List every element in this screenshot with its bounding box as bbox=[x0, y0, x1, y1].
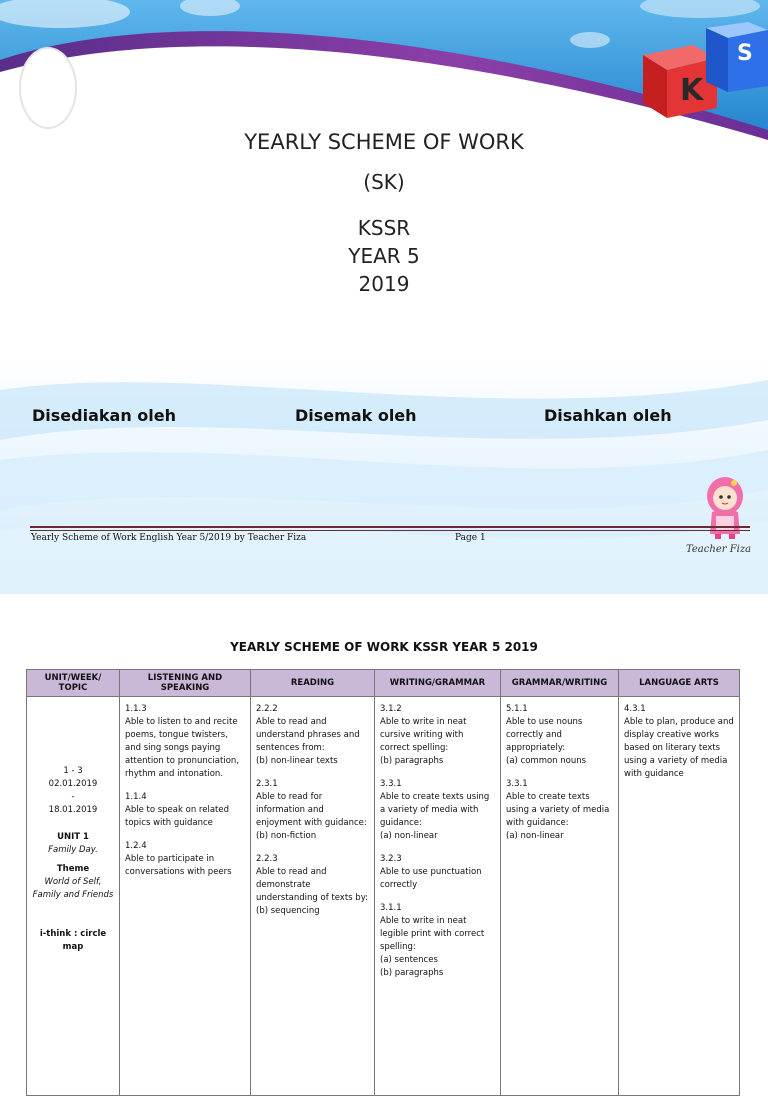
list-item bbox=[380, 853, 495, 892]
standard-code: 2.2.2 bbox=[256, 704, 278, 714]
unit-topic: Family Day. bbox=[48, 845, 98, 855]
standard-subitem: (a) common nouns bbox=[506, 756, 587, 766]
reading-cell bbox=[251, 697, 375, 1096]
cube-letter-s: S bbox=[737, 41, 753, 66]
footer-rule bbox=[30, 526, 750, 528]
footer-credit: Yearly Scheme of Work English Year 5/2019 by Teacher Fiza bbox=[31, 533, 307, 543]
cover-year: YEAR 5 bbox=[348, 244, 420, 268]
standard-code: 5.1.1 bbox=[506, 704, 528, 714]
standard-subitem: (b) paragraphs bbox=[380, 968, 444, 978]
weeks-range: 1 - 3 bbox=[63, 766, 83, 776]
standard-subitem: (b) paragraphs bbox=[380, 756, 444, 766]
standard-subitem: (a) non-linear bbox=[380, 831, 438, 841]
cover-kssr: KSSR bbox=[357, 216, 411, 240]
standard-code: 3.1.2 bbox=[380, 704, 402, 714]
standard-code: 1.1.4 bbox=[125, 792, 147, 802]
ithink-map: i-think : circle map bbox=[39, 929, 107, 952]
unit-cell bbox=[27, 697, 120, 1096]
header-language-arts: LANGUAGE ARTS bbox=[619, 670, 740, 697]
header-banner bbox=[0, 0, 768, 145]
standard-subitem: (a) non-linear bbox=[506, 831, 564, 841]
scheme-table bbox=[26, 669, 740, 1096]
standard-text: Able to listen to and recite poems, tongue twisters, and sing songs paying attention to pronunciation, rhythm and intonation. bbox=[125, 717, 240, 779]
list-item bbox=[506, 703, 613, 768]
standard-subitem: (b) non-linear texts bbox=[256, 756, 338, 766]
list-item bbox=[256, 853, 369, 918]
cover-title-line2: (SK) bbox=[363, 170, 405, 194]
standard-code: 3.3.1 bbox=[380, 779, 402, 789]
footer-rule-thin bbox=[30, 530, 750, 531]
header-writing-grammar: WRITING/GRAMMAR bbox=[375, 670, 501, 697]
standard-subitem: (a) sentences bbox=[380, 955, 438, 965]
list-item bbox=[125, 791, 245, 830]
header-grammar-writing: GRAMMAR/WRITING bbox=[501, 670, 619, 697]
standard-text: Able to use punctuation correctly bbox=[380, 867, 482, 890]
standard-code: 3.2.3 bbox=[380, 854, 402, 864]
list-item bbox=[380, 703, 495, 768]
date-separator: - bbox=[71, 792, 75, 802]
list-item bbox=[380, 778, 495, 843]
language-arts-cell bbox=[619, 697, 740, 1096]
standard-subitem: (b) non-fiction bbox=[256, 831, 317, 841]
header-listening-speaking: LISTENING AND SPEAKING bbox=[120, 670, 251, 697]
list-item bbox=[125, 703, 245, 781]
signature-prepared-by: Disediakan oleh bbox=[32, 406, 176, 425]
standard-code: 4.3.1 bbox=[624, 704, 646, 714]
mascot-caption: Teacher Fiza bbox=[686, 544, 752, 555]
list-item bbox=[624, 703, 734, 781]
signature-checked-by: Disemak oleh bbox=[295, 406, 417, 425]
date-start: 02.01.2019 bbox=[48, 779, 98, 789]
standard-text: Able to create texts using a variety of media with guidance: bbox=[506, 792, 610, 828]
writing-cell bbox=[375, 697, 501, 1096]
standard-code: 1.1.3 bbox=[125, 704, 147, 714]
grammar-cell bbox=[501, 697, 619, 1096]
date-end: 18.01.2019 bbox=[48, 805, 98, 815]
standard-text: Able to read and demonstrate understanding of texts by: bbox=[256, 867, 368, 903]
standard-text: Able to read and understand phrases and sentences from: bbox=[256, 717, 360, 753]
cover-session: 2019 bbox=[358, 272, 410, 296]
standard-text: Able to speak on related topics with guidance bbox=[125, 805, 229, 828]
standard-code: 2.3.1 bbox=[256, 779, 278, 789]
standard-code: 1.2.4 bbox=[125, 841, 147, 851]
waves-decoration bbox=[0, 360, 768, 594]
listening-cell bbox=[120, 697, 251, 1096]
header-unit-week-topic: UNIT/WEEK/ TOPIC bbox=[27, 670, 120, 697]
unit-label: UNIT 1 bbox=[57, 832, 89, 842]
list-item bbox=[380, 902, 495, 980]
standard-text: Able to participate in conversations with peers bbox=[125, 854, 232, 877]
theme-label: Theme bbox=[56, 864, 90, 874]
cover-title-line1: YEARLY SCHEME OF WORK bbox=[244, 130, 524, 154]
standard-text: Able to use nouns correctly and appropriately: bbox=[506, 717, 583, 753]
standard-code: 2.2.3 bbox=[256, 854, 278, 864]
standard-subitem: (b) sequencing bbox=[256, 906, 320, 916]
list-item bbox=[125, 840, 245, 879]
standard-text: Able to read for information and enjoyment with guidance: bbox=[256, 792, 367, 828]
standard-code: 3.3.1 bbox=[506, 779, 528, 789]
table-header-row bbox=[27, 670, 740, 697]
standard-text: Able to plan, produce and display creative works based on literary texts using a variety of media with guidance bbox=[624, 717, 734, 779]
footer-page-number: Page 1 bbox=[455, 533, 486, 543]
list-item bbox=[506, 778, 613, 843]
theme-value: World of Self, Family and Friends bbox=[32, 877, 114, 900]
header-reading: READING bbox=[251, 670, 375, 697]
signature-approved-by: Disahkan oleh bbox=[544, 406, 672, 425]
standard-text: Able to write in neat cursive writing with correct spelling: bbox=[380, 717, 467, 753]
standard-text: Able to write in neat legible print with correct spelling: bbox=[380, 916, 485, 952]
cube-letter-k: K bbox=[680, 73, 704, 108]
standard-text: Able to create texts using a variety of media with guidance: bbox=[380, 792, 490, 828]
list-item bbox=[256, 703, 369, 768]
list-item bbox=[256, 778, 369, 843]
scheme-title: YEARLY SCHEME OF WORK KSSR YEAR 5 2019 bbox=[230, 640, 538, 654]
standard-code: 3.1.1 bbox=[380, 903, 402, 913]
table-row bbox=[27, 697, 740, 1096]
